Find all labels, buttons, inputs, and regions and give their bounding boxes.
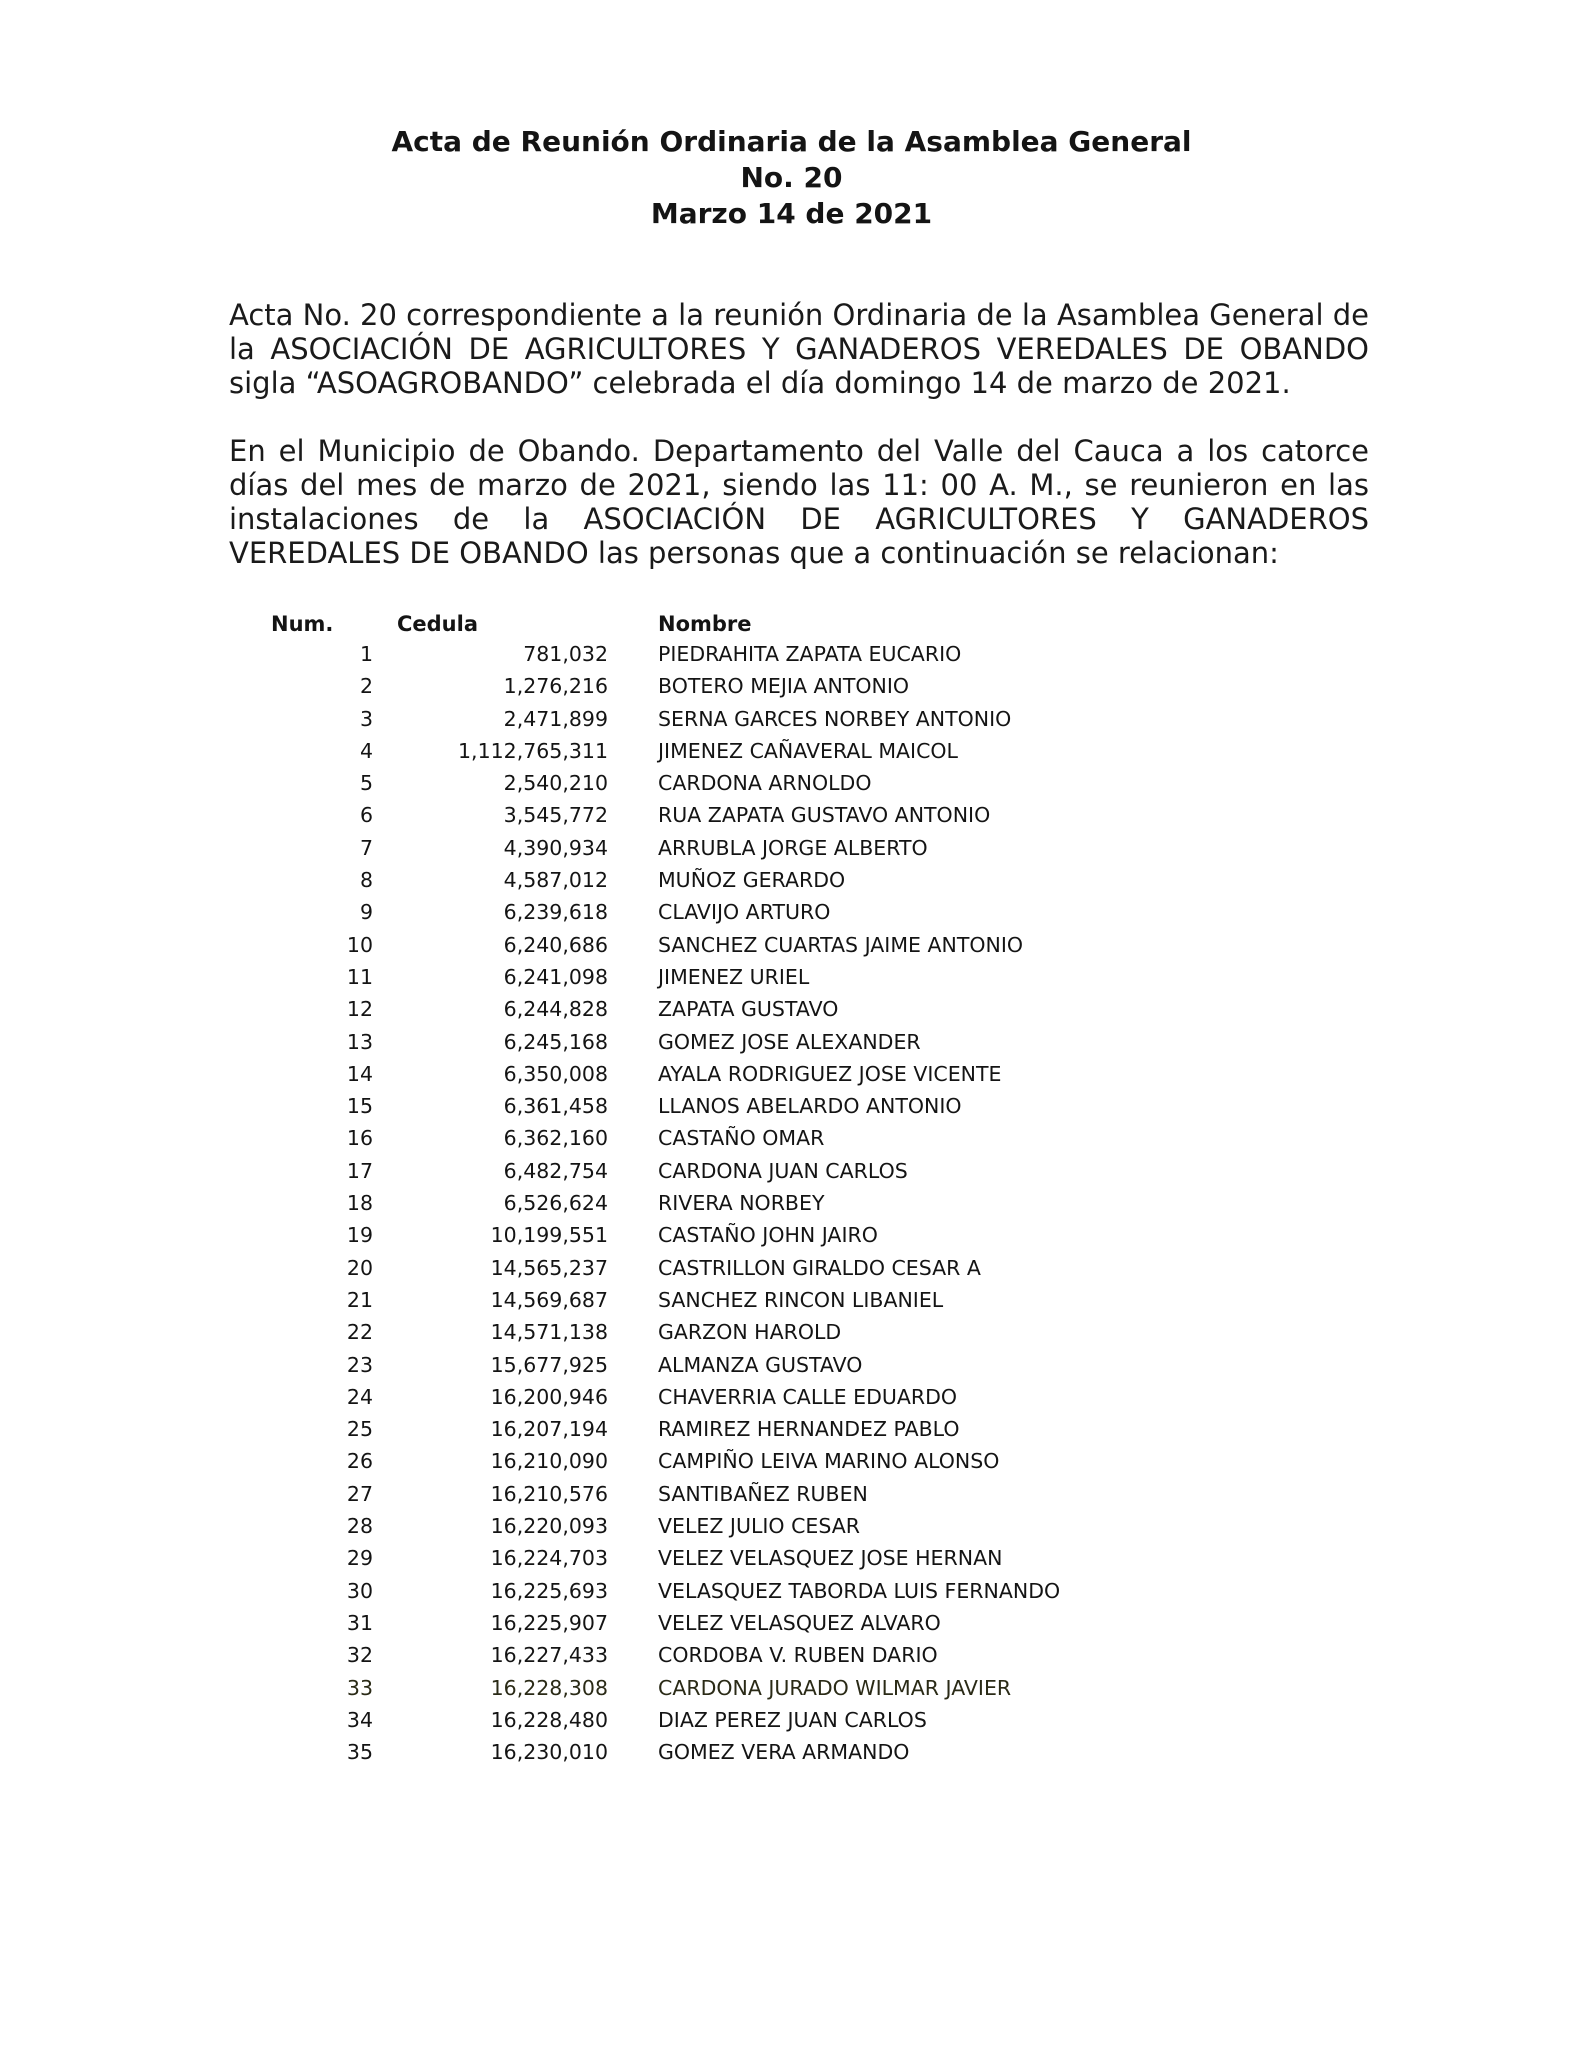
- table-row: [0, 1609, 1583, 1641]
- cell-num: 29: [346, 1546, 373, 1571]
- cell-cedula: 6,240,686: [503, 932, 608, 957]
- table-row: [0, 1577, 1583, 1609]
- cell-cedula: 6,241,098: [503, 964, 608, 989]
- cell-cedula: 4,390,934: [503, 835, 608, 860]
- document-title: [0, 124, 1583, 232]
- cell-num: 10: [346, 932, 373, 957]
- cell-nombre: RAMIREZ HERNANDEZ PABLO: [658, 1417, 960, 1442]
- cell-num: 3: [359, 706, 373, 731]
- table-row: [0, 1480, 1583, 1512]
- title-line-3: Marzo 14 de 2021: [650, 197, 933, 230]
- cell-cedula: 10,199,551: [490, 1223, 608, 1248]
- cell-num: 23: [346, 1352, 373, 1377]
- cell-cedula: 16,200,946: [490, 1384, 608, 1409]
- cell-cedula: 16,210,090: [490, 1449, 608, 1474]
- cell-cedula: 6,245,168: [503, 1029, 608, 1054]
- cell-nombre: PIEDRAHITA ZAPATA EUCARIO: [658, 642, 962, 666]
- cell-cedula: 16,230,010: [490, 1740, 608, 1765]
- cell-cedula: 16,207,194: [490, 1417, 608, 1442]
- cell-num: 5: [359, 771, 373, 796]
- cell-num: 4: [359, 738, 373, 763]
- cell-num: 32: [346, 1643, 373, 1668]
- cell-num: 26: [346, 1449, 373, 1474]
- cell-cedula: 6,362,160: [503, 1126, 608, 1151]
- table-row: [0, 1674, 1583, 1706]
- cell-num: 19: [346, 1223, 373, 1248]
- cell-nombre: ZAPATA GUSTAVO: [658, 997, 839, 1022]
- cell-num: 22: [346, 1320, 373, 1345]
- cell-nombre: GOMEZ JOSE ALEXANDER: [658, 1029, 921, 1054]
- cell-cedula: 3,545,772: [503, 803, 608, 828]
- table-row: [0, 1447, 1583, 1479]
- header-nombre: Nombre: [658, 612, 752, 636]
- cell-num: 27: [346, 1481, 373, 1506]
- table-row: [0, 1124, 1583, 1156]
- cell-cedula: 16,225,693: [490, 1578, 608, 1603]
- cell-nombre: AYALA RODRIGUEZ JOSE VICENTE: [658, 1061, 1002, 1086]
- cell-nombre: GARZON HAROLD: [658, 1320, 842, 1345]
- table-row: [0, 1351, 1583, 1383]
- table-row: [0, 1028, 1583, 1060]
- table-row: [0, 1738, 1583, 1770]
- cell-nombre: SANTIBAÑEZ RUBEN: [658, 1481, 868, 1506]
- table-row: [0, 769, 1583, 801]
- cell-cedula: 14,571,138: [490, 1320, 608, 1345]
- cell-num: 13: [346, 1029, 373, 1054]
- title-line-2: No. 20: [740, 161, 843, 194]
- cell-cedula: 1,112,765,311: [458, 738, 608, 763]
- cell-nombre: VELEZ VELASQUEZ ALVARO: [658, 1610, 941, 1635]
- cell-cedula: 16,220,093: [490, 1514, 608, 1539]
- cell-nombre: DIAZ PEREZ JUAN CARLOS: [658, 1707, 927, 1732]
- cell-cedula: 16,228,480: [490, 1707, 608, 1732]
- cell-nombre: SERNA GARCES NORBEY ANTONIO: [658, 706, 1012, 731]
- cell-num: 30: [346, 1578, 373, 1603]
- cell-nombre: MUÑOZ GERARDO: [658, 868, 846, 893]
- paragraph-line: la ASOCIACIÓN DE AGRICULTORES Y GANADEROS VEREDALES DE OBANDO: [229, 332, 1369, 366]
- table-row: [0, 640, 1583, 672]
- table-row: [0, 963, 1583, 995]
- paragraph-line: días del mes de marzo de 2021, siendo las 11: 00 A. M., se reunieron en las: [229, 468, 1369, 502]
- cell-cedula: 781,032: [523, 642, 608, 666]
- attendee-table: [0, 612, 1583, 1770]
- cell-cedula: 6,482,754: [503, 1158, 608, 1183]
- table-row: [0, 1286, 1583, 1318]
- cell-cedula: 16,210,576: [490, 1481, 608, 1506]
- header-num: Num.: [271, 612, 334, 636]
- table-row: [0, 1706, 1583, 1738]
- cell-num: 11: [346, 964, 373, 989]
- cell-nombre: CASTAÑO OMAR: [658, 1126, 825, 1151]
- cell-cedula: 6,244,828: [503, 997, 608, 1022]
- cell-num: 7: [359, 835, 373, 860]
- table-row: [0, 801, 1583, 833]
- cell-num: 2: [359, 674, 373, 699]
- cell-num: 35: [346, 1740, 373, 1765]
- table-row: [0, 1254, 1583, 1286]
- cell-nombre: CARDONA JURADO WILMAR JAVIER: [658, 1675, 1012, 1700]
- paragraph-line: sigla “ASOAGROBANDO” celebrada el día domingo 14 de marzo de 2021.: [229, 366, 1291, 400]
- cell-num: 8: [359, 868, 373, 893]
- cell-nombre: RIVERA NORBEY: [658, 1191, 825, 1216]
- cell-nombre: VELEZ VELASQUEZ JOSE HERNAN: [658, 1546, 1003, 1571]
- paragraph-line: VEREDALES DE OBANDO las personas que a continuación se relacionan:: [229, 536, 1279, 570]
- cell-cedula: 6,239,618: [503, 900, 608, 925]
- cell-cedula: 14,569,687: [490, 1287, 608, 1312]
- table-row: [0, 866, 1583, 898]
- cell-num: 18: [346, 1191, 373, 1216]
- table-row: [0, 705, 1583, 737]
- cell-num: 21: [346, 1287, 373, 1312]
- table-row: [0, 1512, 1583, 1544]
- intro-paragraph: [229, 298, 1369, 400]
- table-row: [0, 1060, 1583, 1092]
- cell-num: 20: [346, 1255, 373, 1280]
- cell-cedula: 16,225,907: [490, 1610, 608, 1635]
- cell-nombre: ARRUBLA JORGE ALBERTO: [658, 835, 928, 860]
- table-body: [0, 640, 1583, 1770]
- table-row: [0, 1641, 1583, 1673]
- table-header: [0, 612, 1583, 640]
- cell-cedula: 15,677,925: [490, 1352, 608, 1377]
- cell-cedula: 16,228,308: [490, 1675, 608, 1700]
- cell-cedula: 6,350,008: [503, 1061, 608, 1086]
- cell-num: 24: [346, 1384, 373, 1409]
- cell-nombre: RUA ZAPATA GUSTAVO ANTONIO: [658, 803, 991, 828]
- cell-nombre: CHAVERRIA CALLE EDUARDO: [658, 1384, 958, 1409]
- cell-nombre: CASTAÑO JOHN JAIRO: [658, 1223, 878, 1248]
- cell-num: 14: [346, 1061, 373, 1086]
- cell-nombre: BOTERO MEJIA ANTONIO: [658, 674, 910, 699]
- cell-cedula: 2,471,899: [503, 706, 608, 731]
- cell-cedula: 16,224,703: [490, 1546, 608, 1571]
- cell-nombre: VELASQUEZ TABORDA LUIS FERNANDO: [658, 1578, 1061, 1603]
- cell-nombre: CORDOBA V. RUBEN DARIO: [658, 1643, 938, 1668]
- table-row: [0, 931, 1583, 963]
- cell-num: 17: [346, 1158, 373, 1183]
- paragraph-line: En el Municipio de Obando. Departamento del Valle del Cauca a los catorce: [229, 434, 1369, 468]
- table-row: [0, 995, 1583, 1027]
- cell-cedula: 1,276,216: [503, 674, 608, 699]
- cell-nombre: GOMEZ VERA ARMANDO: [658, 1740, 910, 1765]
- table-row: [0, 1092, 1583, 1124]
- location-paragraph: [229, 434, 1369, 570]
- table-row: [0, 737, 1583, 769]
- cell-nombre: LLANOS ABELARDO ANTONIO: [658, 1094, 962, 1119]
- table-row: [0, 1157, 1583, 1189]
- cell-cedula: 6,361,458: [503, 1094, 608, 1119]
- cell-num: 34: [346, 1707, 373, 1732]
- cell-num: 9: [359, 900, 373, 925]
- cell-cedula: 16,227,433: [490, 1643, 608, 1668]
- cell-cedula: 2,540,210: [503, 771, 608, 796]
- cell-nombre: CARDONA ARNOLDO: [658, 771, 872, 796]
- cell-nombre: JIMENEZ URIEL: [658, 964, 810, 989]
- cell-nombre: VELEZ JULIO CESAR: [658, 1514, 861, 1539]
- table-row: [0, 898, 1583, 930]
- table-row: [0, 1415, 1583, 1447]
- cell-num: 6: [359, 803, 373, 828]
- cell-num: 31: [346, 1610, 373, 1635]
- cell-nombre: CARDONA JUAN CARLOS: [658, 1158, 908, 1183]
- cell-num: 28: [346, 1514, 373, 1539]
- table-row: [0, 1189, 1583, 1221]
- cell-num: 15: [346, 1094, 373, 1119]
- cell-cedula: 4,587,012: [503, 868, 608, 893]
- cell-cedula: 6,526,624: [503, 1191, 608, 1216]
- cell-num: 33: [346, 1675, 373, 1700]
- table-row: [0, 1221, 1583, 1253]
- paragraph-line: Acta No. 20 correspondiente a la reunión Ordinaria de la Asamblea General de: [229, 298, 1369, 332]
- cell-cedula: 14,565,237: [490, 1255, 608, 1280]
- table-row: [0, 1544, 1583, 1576]
- cell-nombre: CLAVIJO ARTURO: [658, 900, 831, 925]
- cell-num: 25: [346, 1417, 373, 1442]
- cell-num: 1: [359, 642, 373, 666]
- header-cedula: Cedula: [397, 612, 479, 636]
- cell-num: 12: [346, 997, 373, 1022]
- table-row: [0, 1383, 1583, 1415]
- paragraph-line: instalaciones de la ASOCIACIÓN DE AGRICULTORES Y GANADEROS: [229, 502, 1369, 536]
- cell-nombre: ALMANZA GUSTAVO: [658, 1352, 863, 1377]
- cell-nombre: SANCHEZ RINCON LIBANIEL: [658, 1287, 944, 1312]
- title-line-1: Acta de Reunión Ordinaria de la Asamblea General: [391, 125, 1192, 158]
- table-row: [0, 672, 1583, 704]
- cell-num: 16: [346, 1126, 373, 1151]
- cell-nombre: CASTRILLON GIRALDO CESAR A: [658, 1255, 981, 1280]
- cell-nombre: CAMPIÑO LEIVA MARINO ALONSO: [658, 1449, 1000, 1474]
- cell-nombre: JIMENEZ CAÑAVERAL MAICOL: [658, 738, 958, 763]
- table-row: [0, 1318, 1583, 1350]
- table-row: [0, 834, 1583, 866]
- cell-nombre: SANCHEZ CUARTAS JAIME ANTONIO: [658, 932, 1024, 957]
